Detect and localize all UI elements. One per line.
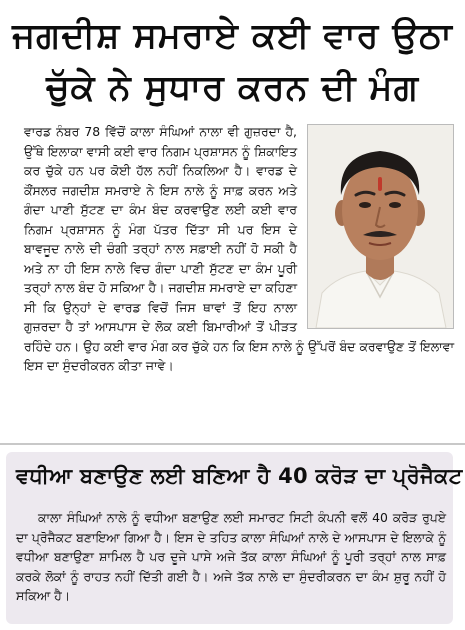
box-paragraph: ਕਾਲਾ ਸੰਘਿਆਂ ਨਾਲੇ ਨੂੰ ਵਧੀਆ ਬਣਾਉਣ ਲਈ ਸਮਾਰਟ ਸਿਟੀ ਕੰਪਨੀ ਵਲੋਂ 40 ਕਰੋੜ ਰੁਪਏ ਦਾ ਪ੍ਰੋਜੈਕਟ ਬਣਾਇਆ ਗਿਆ ਹੈ। ਇਸ ਦੇ ਤਹਿਤ ਕਾਲਾ ਸੰਘਿਆਂ ਨਾਲੇ ਦੇ ਆਸਪਾਸ ਦੇ ਇਲਾਕੇ ਨੂੰ ਵਧੀਆ ਬਣਾਉਣਾ ਸ਼ਾਮਿਲ ਹੈ ਪਰ ਦੂਜੇ ਪਾਸੇ ਅਜੇ ਤੱਕ ਕਾਲਾ ਸੰਘਿਆਂ ਨੂੰ ਪੂਰੀ ਤਰ੍ਹਾਂ ਨਾਲ ਸਾਫ਼ ਕਰਕੇ ਲੋਕਾਂ ਨੂੰ ਰਾਹਤ ਨਹੀਂ ਦਿੱਤੀ ਗਈ ਹੈ। ਅਜੇ ਤੱਕ ਨਾਲੇ ਦਾ ਸੁੰਦਰੀਕਰਨ ਦਾ ਕੰਮ ਸ਼ੁਰੂ ਨਹੀਂ ਹੋ ਸਕਿਆ ਹੈ।: [16, 510, 446, 603]
article-paragraph-1: ਵਾਰਡ ਨੰਬਰ 78 ਵਿੱਚੋਂ ਕਾਲਾ ਸੰਘਿਆਂ ਨਾਲਾ ਵੀ ਗੁਜ਼ਰਦਾ ਹੈ, ਉੱਥੇ ਇਲਾਕਾ ਵਾਸੀ ਕਈ ਵਾਰ ਨਿਗਮ ਪ੍ਰਸ਼ਾਸਨ ਨੂੰ ਸ਼ਿਕਾਇਤ ਕਰ ਚੁੱਕੇ ਹਨ ਪਰ ਕੋਈ ਹੱਲ ਨਹੀਂ ਨਿਕਲਿਆ ਹੈ। ਵਾਰਡ ਦੇ ਕੌਂਸਲਰ ਜਗਦੀਸ਼ ਸਮਰਾਏ ਨੇ ਇਸ ਨਾਲੇ ਨੂੰ ਸਾਫ਼ ਕਰਨ ਅਤੇ ਗੰਦਾ ਪਾਣੀ ਸੁੱਟਣ ਦਾ ਕੰਮ ਬੰਦ ਕਰਵਾਉਣ ਲਈ ਕਈ ਵਾਰ ਨਿਗਮ ਪ੍ਰਸ਼ਾਸਨ ਨੂੰ ਮੰਗ ਪੱਤਰ ਦਿੱਤਾ ਸੀ ਪਰ ਇਸ ਦੇ ਬਾਵਜੂਦ ਨਾਲੇ ਦੀ ਚੰਗੀ ਤਰ੍ਹਾਂ ਨਾਲ ਸਫ਼ਾਈ ਨਹੀਂ ਹੋ ਸਕੀ ਹੈ ਅਤੇ ਨਾ ਹੀ ਇਸ ਨਾਲੇ ਵਿਚ ਗੰਦਾ ਪਾਣੀ ਸੁੱਟਣ ਦਾ ਕੰਮ ਪੂਰੀ ਤਰ੍ਹਾਂ ਨਾਲ ਬੰਦ ਹੋ ਸਕਿਆ ਹੈ। ਜਗਦੀਸ਼ ਸਮਰਾਏ ਦਾ ਕਹਿਣਾ ਸੀ ਕਿ ਉਨ੍ਹਾਂ ਦੇ ਵਾਰਡ ਵਿਚੋਂ ਜਿਸ ਥਾਵਾਂ ਤੋਂ ਇਹ ਨਾਲਾ ਗੁਜ਼ਰਦਾ ਹੈ ਤਾਂ ਆਸਪਾਸ ਦੇ ਲੋਕ ਕਈ ਬਿਮਾਰੀਆਂ ਤੋਂ ਪੀੜਤ ਰਹਿੰਦੇ ਹਨ। ਉਹ ਕਈ ਵਾਰ ਮੰਗ ਕਰ ਚੁੱਕੇ ਹਨ ਕਿ ਇਸ ਨਾਲੇ ਨੂੰ ਉੱਪਰੋਂ ਬੰਦ ਕਰਵਾਉਣ ਤੋਂ ਇਲਾਵਾ ਇਸ ਦਾ ਸੁੰਦਰੀਕਰਨ ਕੀਤਾ ਜਾਵੇ।: [24, 124, 454, 373]
section-divider: [0, 443, 465, 445]
headline-line-1: ਜਗਦੀਸ਼ ਸਮਰਾਏ ਕਈ ਵਾਰ ਉਠਾ: [12, 16, 453, 56]
article-body: [24, 122, 454, 376]
portrait-image: [308, 125, 453, 328]
headline-line-2: ਚੁੱਕੇ ਨੇ ਸੁਧਾਰ ਕਰਨ ਦੀ ਮੰਗ: [46, 68, 419, 108]
councillor-photo: [307, 124, 454, 329]
box-body: [16, 508, 446, 606]
headline: [0, 0, 465, 118]
box-subheading: ਵਧੀਆ ਬਣਾਉਣ ਲਈ ਬਣਿਆ ਹੈ 40 ਕਰੋੜ ਦਾ ਪ੍ਰੋਜੈਕਟ: [16, 464, 463, 488]
